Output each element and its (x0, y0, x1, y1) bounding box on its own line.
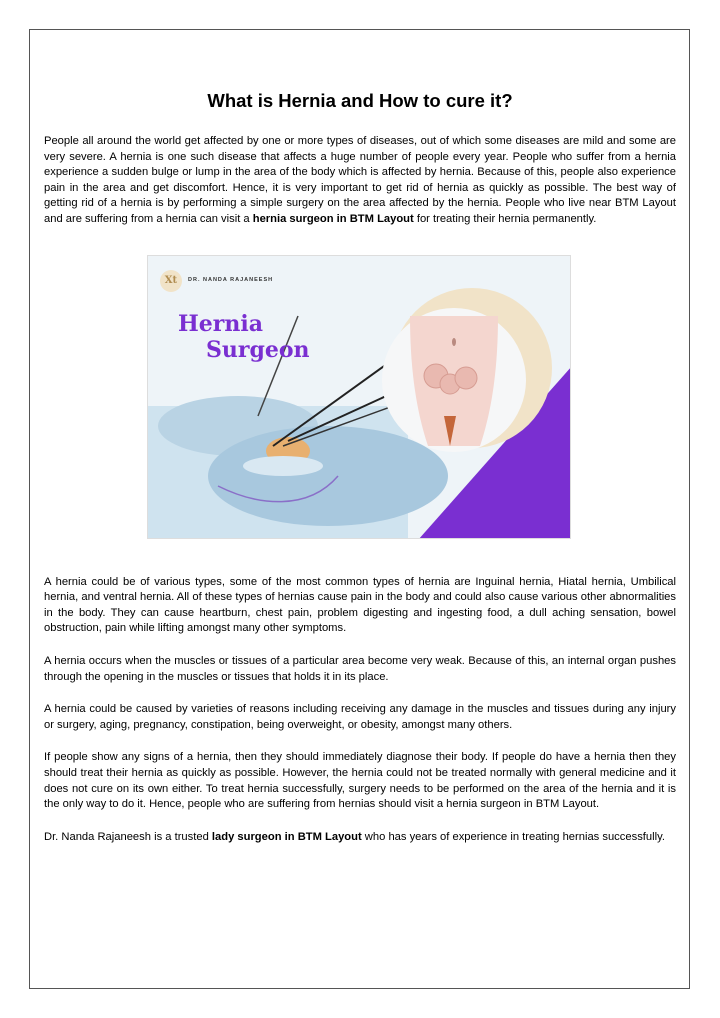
lady-surgeon-link[interactable]: lady surgeon in BTM Layout (211, 830, 362, 843)
page-title: What is Hernia and How to cure it? (207, 90, 513, 111)
paragraph-doctor (44, 830, 676, 846)
doctor-text: Dr. Nanda Rajaneesh is a trusted (44, 830, 212, 843)
surgery-illustration (148, 256, 571, 539)
paragraph-causes: A hernia could be caused by varieties of reasons including receiving any damage in the muscles and tissues during any injury or surgery, aging, pregnancy, constipation, being overweight, or obesity, amongst many others. (44, 703, 676, 731)
intro-text: People all around the world get affected by one or more types of diseases, out of which some diseases are mild and some are very severe. A hernia is one such disease that affects a huge number of people every year. People who suffer from a hernia experience a sudden bulge or lump in the area of the body which is affected by hernia. Because of this, people also experience pain in the area and get discomfort. Hence, it is very important to get rid of hernia as quickly as possible. The best way of getting rid of a hernia is by performing a simple surgery on the area affected by the hernia. People who live near BTM Layout and are suffering from a hernia can visit a (44, 135, 676, 225)
figure-title-line2: Surgeon (206, 336, 310, 363)
hernia-surgeon-link[interactable]: hernia surgeon in BTM Layout (252, 212, 414, 225)
paragraph-intro (44, 134, 676, 228)
figure-title-line1: Hernia (178, 310, 263, 337)
brand-name: DR. NANDA RAJANEESH (188, 276, 274, 283)
paragraph-types: A hernia could be of various types, some of the most common types of hernia are Inguinal hernia, Hiatal hernia, Umbilical hernia, and ventral hernia. All of these types of hernias cause pain in the body and could also cause various other abnormalities in the body. They can cause heartburn, chest pain, problem digesting and ingesting food, a dull aching sensation, bowel obstruction, pain while lifting amongst many other symptoms. (44, 575, 676, 635)
paragraph-causes-weakness: A hernia occurs when the muscles or tissues of a particular area become very weak. Because of this, an internal organ pushes through the opening in the muscles or tissues that holds it in its place. (44, 654, 676, 683)
brand-logo: Xt (160, 270, 182, 292)
hernia-surgeon-image (147, 255, 571, 539)
intro-text-end: for treating their hernia permanently. (413, 212, 597, 225)
document-body (44, 90, 676, 862)
figure-container (44, 245, 676, 555)
doctor-text-end: who has years of experience in treating hernias successfully. (361, 830, 665, 843)
paragraph-treatment: If people show any signs of a hernia, then they should immediately diagnose their body. If people do have a hernia then they should treat their hernia as quickly as possible. However, the hernia could not be treated normally with general medicine and it does not cure on its own either. To treat hernia successfully, surgery needs to be performed on the area of the hernia and it is the only way to do it. Hence, people who are suffering from hernias should visit a hernia surgeon in BTM Layout. (44, 751, 676, 811)
